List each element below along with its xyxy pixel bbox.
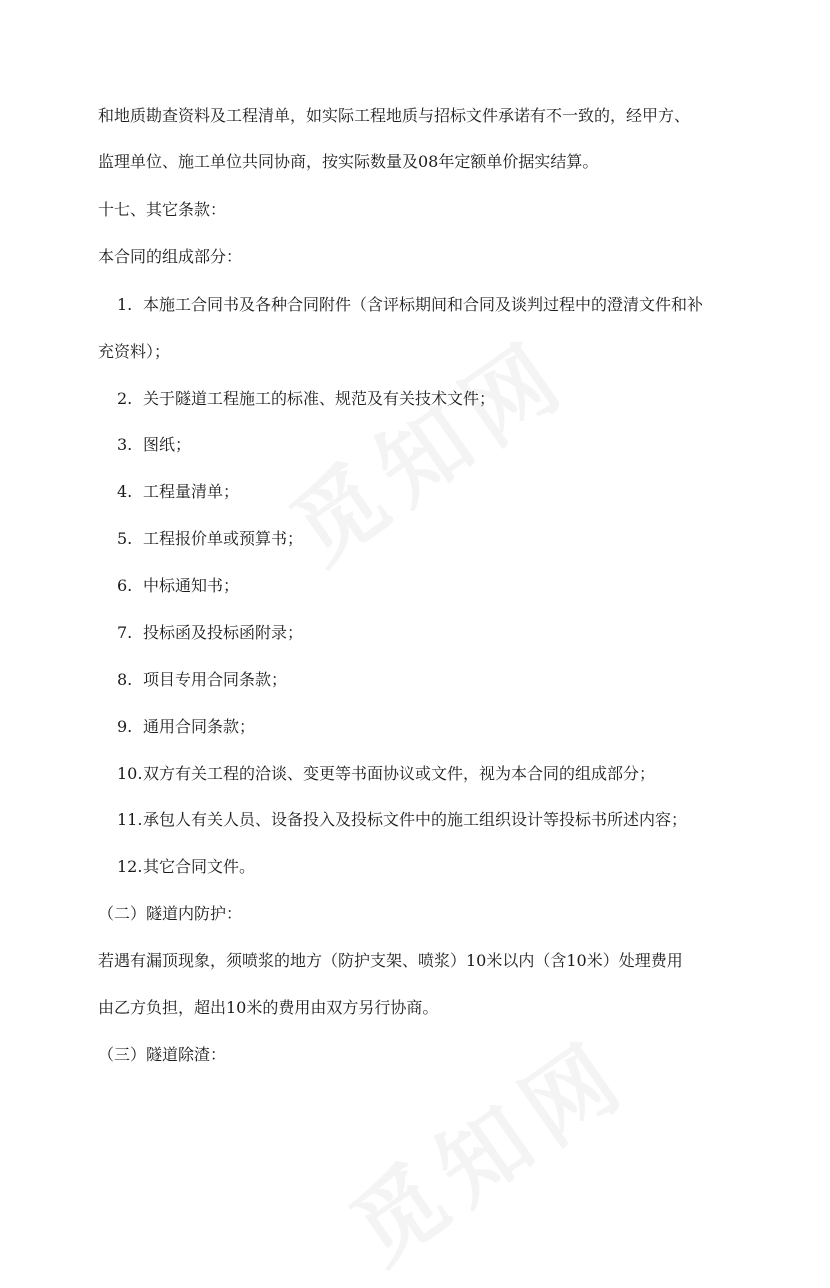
- list-item-text: 关于隧道工程施工的标准、规范及有关技术文件；: [143, 389, 496, 408]
- list-item: [117, 482, 239, 502]
- list-item: [117, 295, 703, 315]
- list-item-number: 7.: [117, 623, 133, 642]
- list-item-number: 6.: [117, 576, 133, 595]
- list-item-text: 工程报价单或预算书；: [143, 529, 304, 548]
- list-item-number: 1.: [117, 295, 133, 314]
- list-item-number: 10.: [117, 764, 143, 783]
- list-item-number: 8.: [117, 670, 133, 689]
- list-item-text: 投标函及投标函附录；: [143, 623, 304, 642]
- paragraph-line: 本合同的组成部分：: [98, 247, 243, 266]
- list-item: [117, 810, 687, 830]
- paragraph-line: 监理单位、施工单位共同协商，按实际数量及08年定额单价据实结算。: [98, 152, 599, 171]
- list-item-number: 4.: [117, 482, 133, 501]
- paragraph-line: 由乙方负担，超出10米的费用由双方另行协商。: [98, 998, 439, 1017]
- list-item-text: 本施工合同书及各种合同附件（含评标期间和合同及谈判过程中的澄清文件和补: [143, 295, 704, 314]
- list-item-number: 11.: [117, 810, 143, 829]
- section-heading: （二）隧道内防护：: [98, 904, 243, 923]
- list-item-continuation: 充资料）；: [98, 342, 171, 361]
- watermark-logo: [261, 302, 591, 587]
- list-item-text: 通用合同条款；: [143, 717, 256, 736]
- paragraph-line: 和地质勘查资料及工程清单，如实际工程地质与招标文件承诺有不一致的，经甲方、: [98, 106, 691, 125]
- list-item: [117, 857, 255, 877]
- list-item-number: 9.: [117, 717, 133, 736]
- list-item-text: 项目专用合同条款；: [143, 670, 288, 689]
- list-item: [117, 764, 655, 784]
- list-item: [117, 576, 239, 596]
- list-item: [117, 717, 255, 737]
- list-item-text: 双方有关工程的洽谈、变更等书面协议或文件，视为本合同的组成部分；: [143, 764, 656, 783]
- list-item: [117, 389, 495, 409]
- section-heading: （三）隧道除渣：: [98, 1045, 227, 1064]
- watermark-logo-bottom: [321, 1002, 651, 1287]
- list-item-number: 3.: [117, 435, 133, 454]
- paragraph-line: 若遇有漏顶现象，须喷浆的地方（防护支架、喷浆）10米以内（含10米）处理费用: [98, 951, 683, 970]
- list-item: [117, 435, 191, 455]
- section-heading: 十七、其它条款：: [98, 200, 227, 219]
- list-item-text: 承包人有关人员、设备投入及投标文件中的施工组织设计等投标书所述内容；: [143, 810, 688, 829]
- list-item-number: 2.: [117, 389, 133, 408]
- list-item-text: 图纸；: [143, 435, 192, 454]
- list-item-text: 中标通知书；: [143, 576, 240, 595]
- list-item: [117, 623, 303, 643]
- list-item: [117, 670, 287, 690]
- list-item-number: 12.: [117, 857, 143, 876]
- list-item-number: 5.: [117, 529, 133, 548]
- list-item-text: 其它合同文件。: [143, 857, 256, 876]
- list-item: [117, 529, 303, 549]
- list-item-text: 工程量清单；: [143, 482, 240, 501]
